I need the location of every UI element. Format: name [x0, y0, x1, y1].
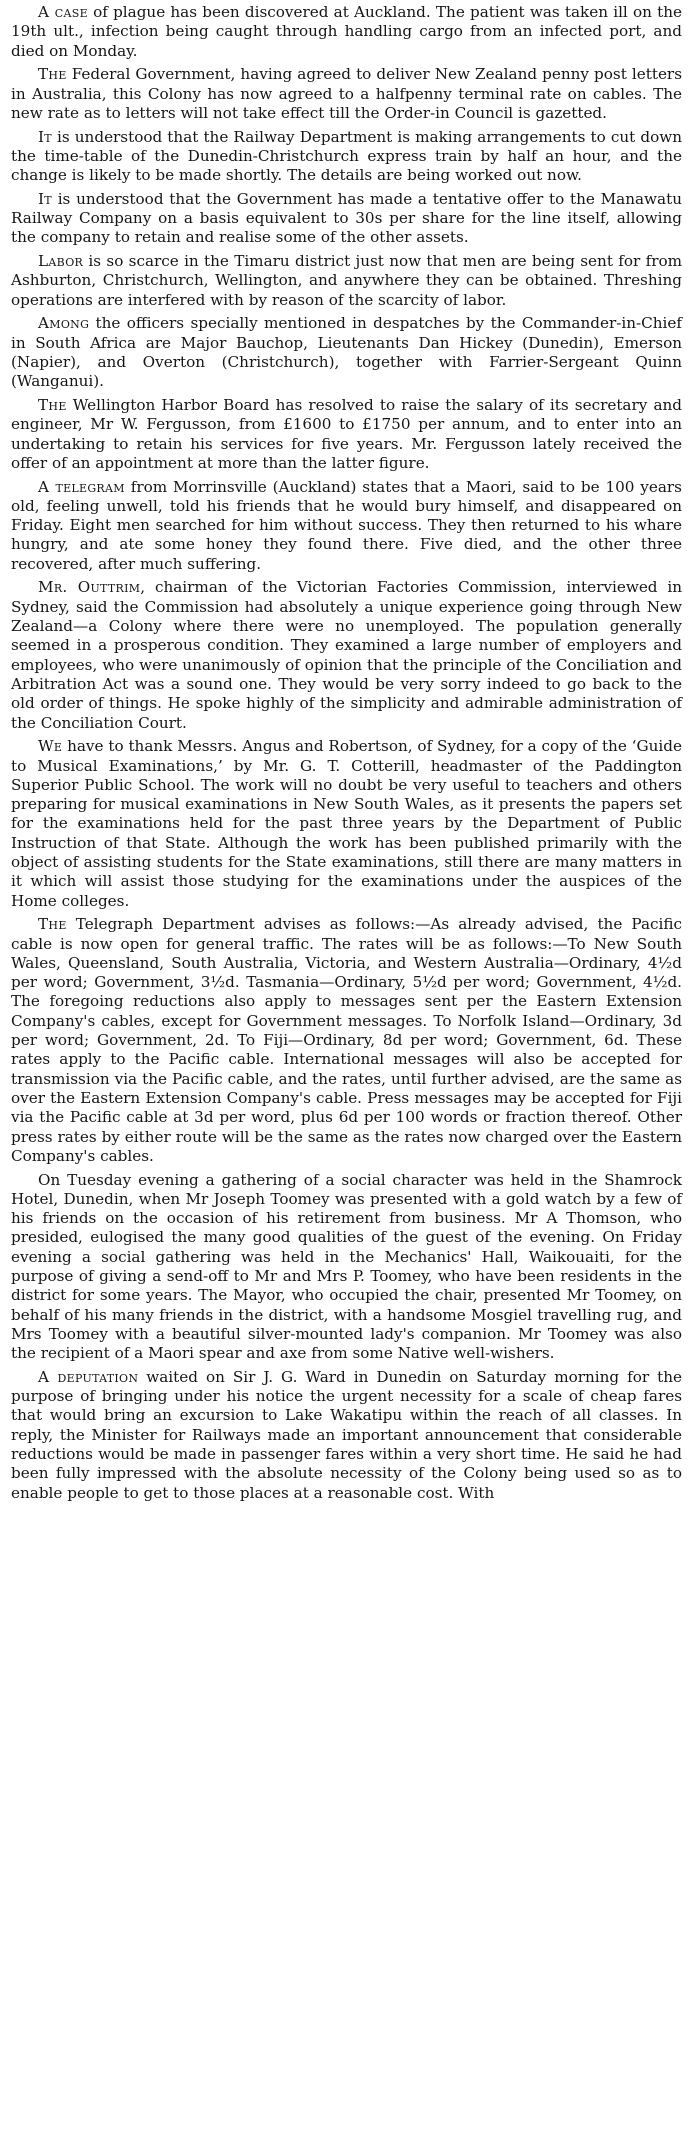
paragraph-text: have to thank Messrs. Angus and Robertson, of Sydney, for a copy of the ‘Guide to Musical Examinations,’ by Mr. G. T. Cotterill, headmaster of the Paddington Superior Public School. The work will no doubt be very useful to teachers and others preparing for musical examinations in New South Wales, as it presents the papers set for the examinations held for the past three years by the Department of Public Instruction of that State. Although the work has been published primarily with the object of assisting students for the State examinations, still there are many matters in it which will assist those studying for the examinations under the auspices of the Home colleges. — [11, 737, 682, 910]
paragraph-harbor-board — [11, 396, 682, 473]
paragraph-toomey-gathering — [11, 1171, 682, 1364]
paragraph-express-train — [11, 128, 682, 186]
paragraph-text: of plague has been discovered at Auckland. The patient was taken ill on the 19th ult., infection being caught through handling cargo from an infected port, and died on Monday. — [11, 3, 682, 60]
paragraph-text: the officers specially mentioned in despatches by the Commander-in-Chief in South Africa are Major Bauchop, Lieutenants Dan Hickey (Dunedin), Emerson (Napier), and Overton (Christchurch), together with Farrier-Sergeant Quinn (Wanganui). — [11, 314, 682, 391]
paragraph-text: is understood that the Government has made a tentative offer to the Manawatu Railway Company on a basis equivalent to 30s per share for the line itself, allowing the company to retain and realise some of the other assets. — [11, 189, 682, 247]
paragraph-lead: Labor — [38, 252, 84, 271]
paragraph-factories-commission — [11, 578, 682, 732]
paragraph-text: waited on Sir J. G. Ward in Dunedin on Saturday morning for the purpose of bringing under his notice the urgent necessity for a scale of cheap fares that would bring an excursion to Lake Wakatipu within the reach of all classes. In reply, the Minister for Railways made an important announcement that considerable reductions would be made in passenger fares within a very short time. He said he had been fully impressed with the absolute necessity of the Colony being used so as to enable people to get to those places at a reasonable cost. With — [11, 1367, 682, 1502]
paragraph-musical-guide — [11, 737, 682, 911]
paragraph-text: Wellington Harbor Board has resolved to raise the salary of its secretary and engineer, Mr W. Fergusson, from £1600 to £1750 per annum, and to enter into an undertaking to retain his services for five years. Mr. Fergusson lately received the offer of an appointment at more than the latter figure. — [11, 395, 682, 472]
paragraph-lead: The — [38, 395, 67, 414]
paragraph-text: Federal Government, having agreed to deliver New Zealand penny post letters in Australia, this Colony has now agreed to a halfpenny terminal rate on cables. The new rate as to letters will not take effect till the Order-in Council is gazetted. — [11, 65, 682, 122]
paragraph-penny-post — [11, 65, 682, 123]
paragraph-text: is so scarce in the Timaru district just now that men are being sent for from Ashburton, Christchurch, Wellington, and anywhere they can be obtained. Threshing operations are interfered with by reason of the scarcity of labor. — [11, 252, 682, 309]
paragraph-pacific-cable — [11, 915, 682, 1166]
paragraph-manawatu-railway — [11, 190, 682, 248]
paragraph-lead: The — [38, 915, 67, 934]
paragraph-lead: Among — [38, 314, 90, 333]
paragraph-despatches — [11, 314, 682, 391]
paragraph-text: is understood that the Railway Department is making arrangements to cut down the time-table of the Dunedin-Christchurch express train by half an hour, and the change is likely to be made shortly. The details are being worked out now. — [11, 127, 682, 185]
paragraph-lead: It — [38, 189, 52, 208]
paragraph-labor-timaru — [11, 252, 682, 310]
paragraph-text: , chairman of the Victorian Factories Commission, interviewed in Sydney, said the Commission had absolutely a unique experience going through New Zealand—a Colony where there were no unemployed. The population generally seemed in a prosperous condition. They examined a large number of employers and employees, who were unanimously of opinion that the principle of the Conciliation and Arbitration Act was a sound one. They would be very sorry indeed to go back to the old order of things. He spoke highly of the simplicity and admirable administration of the Conciliation Court. — [11, 578, 682, 732]
paragraph-lead: A case — [38, 3, 88, 21]
paragraph-lead: We — [38, 737, 63, 756]
paragraph-text: On Tuesday evening a gathering of a social character was held in the Shamrock Hotel, Dunedin, when Mr Joseph Toomey was presented with a gold watch by a few of his friends on the occasion of his retirement from business. Mr A Thomson, who presided, eulogised the many good qualities of the guest of the evening. On Friday evening a social gathering was held in the Mechanics' Hall, Waikouaiti, for the purpose of giving a send-off to Mr and Mrs P. Toomey, who have been residents in the district for some years. The Mayor, who occupied the chair, presented Mr Toomey, on behalf of his many friends in the district, with a handsome Mosgiel travelling rug, and Mrs Toomey with a beautiful silver-mounted lady's companion. Mr Toomey was also the recipient of a Maori spear and axe from some Native well-wishers. — [11, 1170, 682, 1363]
paragraph-lead: It — [38, 127, 52, 146]
paragraph-text: Telegraph Department advises as follows:—As already advised, the Pacific cable is now open for general traffic. The rates will be as follows:—To New South Wales, Queensland, South Australia, Victoria, and Western Australia—Ordinary, 4½d per word; Government, 3½d. Tasmania—Ordinary, 5½d per word; Government, 4½d. The foregoing reductions also apply to messages sent per the Eastern Extension Company's cables, except for Government messages. To Norfolk Island—Ordinary, 3d per word; Government, 2d. To Fiji—Ordinary, 8d per word; Government, 6d. These rates apply to the Pacific cable. International messages will also be accepted for transmission via the Pacific cable, and the rates, until further advised, are the same as over the Eastern Extension Company's cable. Press messages may be accepted for Fiji via the Pacific cable at 3d per word, plus 6d per 100 words or fraction thereof. Other press rates by either route will be the same as the rates now charged over the Eastern Company's cables. — [11, 915, 682, 1165]
paragraph-text: from Morrinsville (Auckland) states that a Maori, said to be 100 years old, feeling unwell, told his friends that he would bury himself, and disappeared on Friday. Eight men searched for him without success. They then returned to his whare hungry, and ate some honey they found there. Five died, and the other three recovered, after much suffering. — [11, 477, 682, 573]
paragraph-morrinsville-telegram — [11, 478, 682, 574]
paragraph-lead: A telegram — [38, 477, 125, 496]
paragraph-lead: A deputation — [38, 1367, 139, 1386]
paragraph-lead: Mr. Outtrim — [38, 578, 141, 597]
paragraph-lead: The — [38, 65, 67, 84]
paragraph-deputation — [11, 1368, 682, 1503]
paragraph-plague-auckland — [11, 3, 682, 61]
